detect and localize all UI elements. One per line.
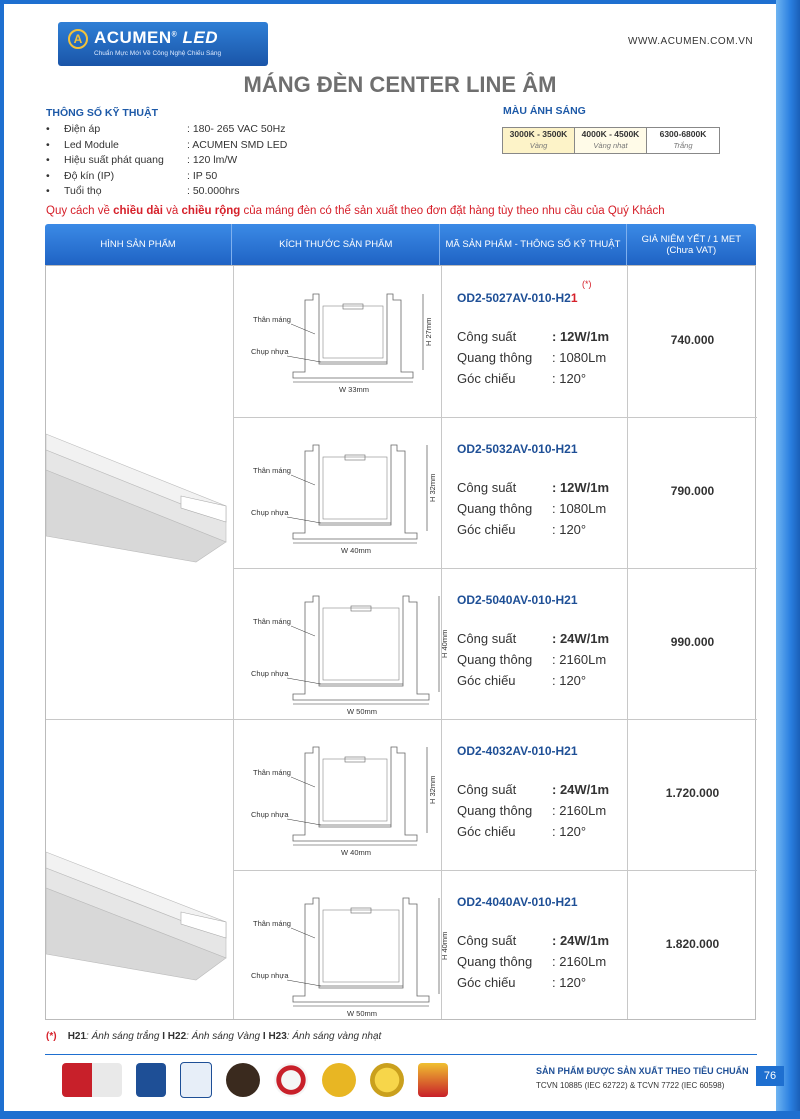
bullet-icon: • [46,169,50,182]
product-code: OD2-5040AV-010-H21 [457,593,578,607]
spec-angle: Góc chiếu : 120° [457,673,587,688]
acumen-logo [58,22,268,66]
cover-label: Chụp nhựa [251,508,289,517]
spec-value: : 180- 265 VAC 50Hz [187,123,286,135]
col-price: GIÁ NIÊM YẾT / 1 MET (Chưa VAT) [641,233,741,256]
profile-outline [293,445,417,539]
spec-flux: Quang thông : 2160Lm [457,652,607,667]
quality-cert-icon [136,1063,166,1097]
body-label: Thân máng [253,768,291,777]
product-code: OD2-4032AV-010-H21 [457,744,578,758]
width-dimension: W 40mm [341,546,371,555]
spec-flux: Quang thông : 1080Lm [457,350,607,365]
product-image-group1 [46,426,232,566]
cover-leader [287,980,321,986]
standard-title: SẢN PHẨM ĐƯỢC SẢN XUẤT THEO TIÊU CHUẨN [536,1066,749,1076]
spec-label: Độ kín (IP) [64,169,115,182]
height-dimension: H 32mm [428,775,437,804]
profile-inner [323,910,399,982]
product-table [45,265,756,1020]
logo-a-icon: A [68,29,88,49]
spec-label: Tuổi thọ [64,185,102,197]
profile-inner [323,457,387,519]
table-header [45,224,756,265]
cover-leader [287,356,321,362]
profile-outline [293,898,429,1002]
height-dimension: H 40mm [440,931,449,960]
body-label: Thân máng [253,315,291,324]
dimension-drawing [233,725,439,865]
specs-list [46,123,366,201]
spec-label: Hiệu suất phát quang [64,154,164,166]
led-chip [345,757,365,762]
spec-power: Công suất : 12W/1m [457,329,610,344]
footer-divider [45,1054,757,1055]
col-code-specs: MÃ SẢN PHẨM - THÔNG SỐ KỸ THUẬT [440,224,626,265]
light-color-name: Trắng [673,141,693,150]
light-color-name: Vàng [529,141,548,150]
website-url[interactable]: WWW.ACUMEN.COM.VN [628,36,754,47]
bullet-icon: • [46,138,50,151]
light-color-option [575,128,647,153]
gold-medal-icon [322,1063,356,1097]
right-decor-band [776,0,800,1119]
light-color-boxes [502,127,720,154]
dimension-drawing [233,423,439,563]
spec-angle: Góc chiếu : 120° [457,824,587,839]
body-leader [291,324,315,334]
spec-value: : IP 50 [187,169,218,182]
product-code: OD2-4040AV-010-H21 [457,895,578,909]
code-footnote-mark: (*) [582,279,592,289]
custom-size-note: Quy cách về chiều dài và chiều rộng của máng đèn có thể sản xuất theo đơn đặt hàng tùy theo nhu cầu của Quý Khách [46,205,665,217]
profile-outline [293,294,413,378]
light-code-legend: (*) H21: Ánh sáng trắng I H22: Ánh sáng Vàng I H23: Ánh sáng vàng nhạt [46,1031,382,1042]
light-color-option [647,128,719,153]
body-leader [291,475,315,485]
body-label: Thân máng [253,466,291,475]
led-chip [343,304,363,309]
body-label: Thân máng [253,919,291,928]
cover-leader [287,517,321,523]
spec-value: : 50.000hrs [187,185,240,197]
bullet-icon: • [46,185,50,197]
specs-heading: THÔNG SỐ KỸ THUẬT [46,107,158,119]
star-award-icon [274,1063,308,1097]
spec-value: : 120 lm/W [187,154,238,166]
spec-flux: Quang thông : 2160Lm [457,954,607,969]
logo-name: ACUMEN® LED [94,28,219,47]
cover-label: Chụp nhựa [251,810,289,819]
product-price: 1.820.000 [665,937,720,951]
dimension-drawing [233,876,449,1018]
certification-logos [62,1062,448,1098]
product-price: 740.000 [670,333,715,347]
cover-label: Chụp nhựa [251,669,289,678]
height-dimension: H 27mm [424,317,433,346]
product-image-group2 [46,846,232,986]
spec-row [46,123,366,139]
spec-flux: Quang thông : 1080Lm [457,501,607,516]
led-chip [351,606,371,611]
cover-label: Chụp nhựa [251,347,289,356]
width-dimension: W 33mm [339,385,369,394]
body-leader [291,928,315,938]
vn-quality-icon [418,1063,448,1097]
col-product-image: HÌNH SẢN PHẨM [45,224,232,265]
page-number: 76 [756,1066,784,1086]
product-code: OD2-5032AV-010-H21 [457,442,578,456]
cover-label: Chụp nhựa [251,971,289,980]
row-divider [233,568,757,569]
spec-power: Công suất : 12W/1m [457,480,610,495]
product-price: 990.000 [670,635,715,649]
logo-tagline: Chuẩn Mực Mới Về Công Nghệ Chiếu Sáng [94,50,222,57]
body-label: Thân máng [253,617,291,626]
spec-flux: Quang thông : 2160Lm [457,803,607,818]
body-leader [291,626,315,636]
spec-row [46,139,366,155]
light-color-heading: MÀU ÁNH SÁNG [503,105,586,117]
standard-subtitle: TCVN 10885 (IEC 62722) & TCVN 7722 (IEC 60598) [536,1081,725,1090]
light-color-range: 4000K - 4500K [581,129,640,139]
profile-inner [323,306,383,358]
light-color-range: 3000K - 3500K [509,129,568,139]
led-chip [345,455,365,460]
spec-row [46,154,366,170]
trophy-icon [370,1063,404,1097]
bullet-icon: • [46,154,50,166]
product-price: 1.720.000 [665,786,720,800]
height-dimension: H 32mm [428,473,437,502]
spec-angle: Góc chiếu : 120° [457,975,587,990]
light-color-range: 6300-6800K [659,129,707,139]
spec-power: Công suất : 24W/1m [457,782,610,797]
width-dimension: W 50mm [347,1009,377,1018]
row-divider [46,719,757,720]
spec-angle: Góc chiếu : 120° [457,522,587,537]
spec-row [46,185,366,201]
spec-label: Led Module [64,138,119,151]
body-leader [291,777,315,787]
dimension-drawing [233,574,449,716]
led-chip [351,908,371,913]
bottom-decor-band [0,1111,800,1119]
row-divider [233,417,757,418]
profile-outline [293,596,429,700]
light-color-name: Vàng nhạt [593,141,628,150]
width-dimension: W 40mm [341,848,371,857]
quatest-icon [180,1062,212,1098]
product-price: 790.000 [670,484,715,498]
height-dimension: H 40mm [440,629,449,658]
iso-cert-icon [62,1063,122,1097]
page-title: MÁNG ĐÈN CENTER LINE ÂM [243,72,557,97]
spec-value: : ACUMEN SMD LED [187,138,288,151]
profile-inner [323,608,399,680]
award-badge-icon [226,1063,260,1097]
profile-outline [293,747,417,841]
col-dimensions: KÍCH THƯỚC SẢN PHẨM [232,224,440,265]
spec-row [46,170,366,186]
spec-label: Điện áp [64,123,101,135]
product-code: OD2-5027AV-010-H21 [457,291,578,305]
bullet-icon: • [46,123,50,135]
cover-leader [287,678,321,684]
width-dimension: W 50mm [347,707,377,716]
profile-inner [323,759,387,821]
row-divider [233,870,757,871]
spec-power: Công suất : 24W/1m [457,933,610,948]
spec-angle: Góc chiếu : 120° [457,371,587,386]
cover-leader [287,819,321,825]
spec-power: Công suất : 24W/1m [457,631,610,646]
light-color-option [503,128,575,153]
dimension-drawing [233,272,439,412]
